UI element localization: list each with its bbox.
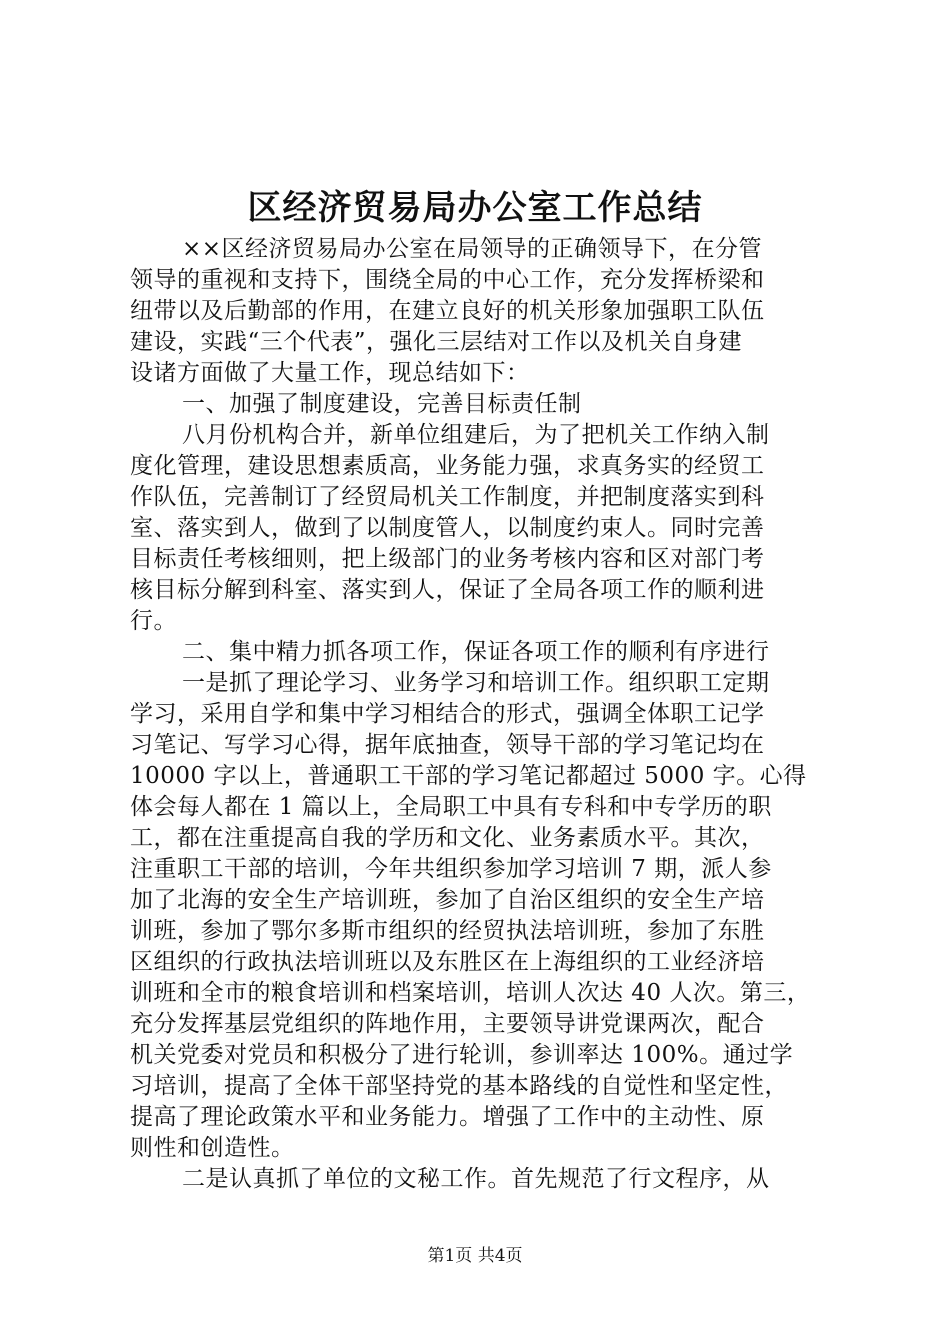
paragraph-line: 体会每人都在 1 篇以上，全局职工中具有专科和中专学历的职 bbox=[130, 794, 772, 820]
section-heading: 一、加强了制度建设，完善目标责任制 bbox=[182, 391, 582, 417]
paragraph-line: 工，都在注重提高自我的学历和文化、业务素质水平。其次， bbox=[130, 825, 765, 851]
document-title: 区经济贸易局办公室工作总结 bbox=[247, 188, 703, 228]
paragraph-line: 作队伍，完善制订了经贸局机关工作制度，并把制度落实到科 bbox=[130, 484, 765, 510]
paragraph-line: 区组织的行政执法培训班以及东胜区在上海组织的工业经济培 bbox=[130, 949, 765, 975]
section-heading: 二、集中精力抓各项工作，保证各项工作的顺利有序进行 bbox=[182, 639, 770, 665]
paragraph-line: 纽带以及后勤部的作用，在建立良好的机关形象加强职工队伍 bbox=[130, 298, 765, 324]
paragraph-line: 行。 bbox=[130, 608, 177, 634]
paragraph-line: 加了北海的安全生产培训班，参加了自治区组织的安全生产培 bbox=[130, 887, 765, 913]
paragraph-line: 10000 字以上，普通职工干部的学习笔记都超过 5000 字。心得 bbox=[130, 763, 807, 789]
document-body bbox=[130, 234, 830, 1195]
paragraph-line: 习培训，提高了全体干部坚持党的基本路线的自觉性和坚定性， bbox=[130, 1073, 788, 1099]
paragraph-line: 设诸方面做了大量工作，现总结如下： bbox=[130, 360, 530, 386]
paragraph-line: 提高了理论政策水平和业务能力。增强了工作中的主动性、原 bbox=[130, 1104, 765, 1130]
paragraph-line: 训班，参加了鄂尔多斯市组织的经贸执法培训班，参加了东胜 bbox=[130, 918, 765, 944]
paragraph-line: 注重职工干部的培训，今年共组织参加学习培训 7 期，派人参 bbox=[130, 856, 772, 882]
paragraph-line: 则性和创造性。 bbox=[130, 1135, 295, 1161]
paragraph-line: 目标责任考核细则，把上级部门的业务考核内容和区对部门考 bbox=[130, 546, 765, 572]
paragraph-line: 一是抓了理论学习、业务学习和培训工作。组织职工定期 bbox=[182, 670, 770, 696]
paragraph-line: 习笔记、写学习心得，据年底抽查，领导干部的学习笔记均在 bbox=[130, 732, 765, 758]
paragraph-line: 学习，采用自学和集中学习相结合的形式，强调全体职工记学 bbox=[130, 701, 765, 727]
paragraph-line: 八月份机构合并，新单位组建后，为了把机关工作纳入制 bbox=[182, 422, 770, 448]
paragraph-line: ××区经济贸易局办公室在局领导的正确领导下，在分管 bbox=[182, 236, 763, 262]
paragraph-line: 建设，实践“三个代表”，强化三层结对工作以及机关自身建 bbox=[130, 329, 743, 355]
paragraph-line: 领导的重视和支持下，围绕全局的中心工作，充分发挥桥梁和 bbox=[130, 267, 765, 293]
paragraph-line: 核目标分解到科室、落实到人，保证了全局各项工作的顺利进 bbox=[130, 577, 765, 603]
paragraph-line: 室、落实到人，做到了以制度管人，以制度约束人。同时完善 bbox=[130, 515, 765, 541]
paragraph-line: 度化管理，建设思想素质高，业务能力强，求真务实的经贸工 bbox=[130, 453, 765, 479]
paragraph-line: 充分发挥基层党组织的阵地作用，主要领导讲党课两次，配合 bbox=[130, 1011, 765, 1037]
page-footer: 第1页 共4页 bbox=[427, 1246, 523, 1266]
paragraph-line: 机关党委对党员和积极分了进行轮训，参训率达 100%。通过学 bbox=[130, 1042, 794, 1068]
paragraph-line: 二是认真抓了单位的文秘工作。首先规范了行文程序，从 bbox=[182, 1166, 770, 1192]
paragraph-line: 训班和全市的粮食培训和档案培训，培训人次达 40 人次。第三， bbox=[130, 980, 811, 1006]
